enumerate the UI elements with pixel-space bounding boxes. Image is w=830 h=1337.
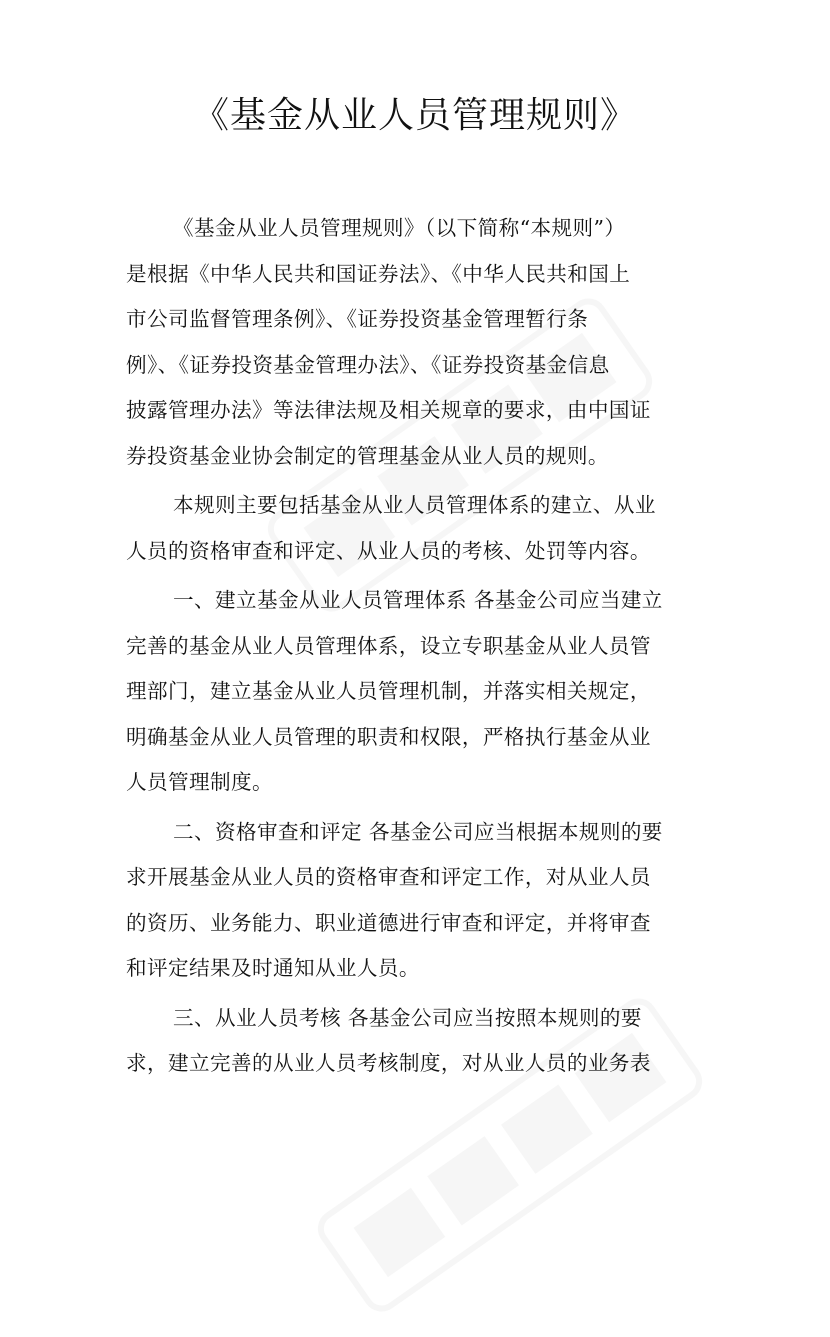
paragraph-section-1 <box>126 578 714 806</box>
text-line: 和评定结果及时通知从业人员。 <box>126 956 420 980</box>
text-line: 人员的资格审查和评定、从业人员的考核、处罚等内容。 <box>126 538 651 563</box>
text-line: 二、资格审查和评定 各基金公司应当根据本规则的要 <box>173 819 663 844</box>
text-line: 市公司监督管理条例》、《证券投资基金管理暂行条 <box>126 307 589 331</box>
text-line: 求，建立完善的从业人员考核制度，对从业人员的业务表 <box>126 1051 651 1075</box>
text-line: 是根据《中华人民共和国证券法》、《中华人民共和国上 <box>126 261 631 286</box>
text-line: 理部门，建立基金从业人员管理机制，并落实相关规定， <box>126 679 651 703</box>
paragraph-scope <box>126 483 714 574</box>
text-line: 求开展基金从业人员的资格审查和评定工作，对从业人员 <box>126 865 651 889</box>
paragraph-section-2 <box>126 810 714 992</box>
paragraph-intro <box>126 206 714 479</box>
text-line: 例》、《证券投资基金管理办法》、《证券投资基金信息 <box>126 352 610 377</box>
text-line: 人员管理制度。 <box>126 770 273 794</box>
text-line: 披露管理办法》等法律法规及相关规章的要求，由中国证 <box>126 398 651 422</box>
text-line: 《基金从业人员管理规则》（以下简称“本规则”） <box>173 216 626 240</box>
text-line: 券投资基金业协会制定的管理基金从业人员的规则。 <box>126 443 609 468</box>
paragraph-section-3 <box>126 996 714 1087</box>
text-line: 完善的基金从业人员管理体系，设立专职基金从业人员管 <box>126 633 651 658</box>
text-line: 的资历、业务能力、职业道德进行审查和评定，并将审查 <box>126 910 651 935</box>
text-line: 明确基金从业人员管理的职责和权限，严格执行基金从业 <box>126 724 651 749</box>
text-line: 三、从业人员考核 各基金公司应当按照本规则的要 <box>173 1005 642 1030</box>
text-line: 本规则主要包括基金从业人员管理体系的建立、从业 <box>173 493 656 517</box>
text-line: 一、建立基金从业人员管理体系 各基金公司应当建立 <box>173 588 663 612</box>
document-title: 《基金从业人员管理规则》 <box>192 95 637 136</box>
document-body <box>126 206 714 1087</box>
